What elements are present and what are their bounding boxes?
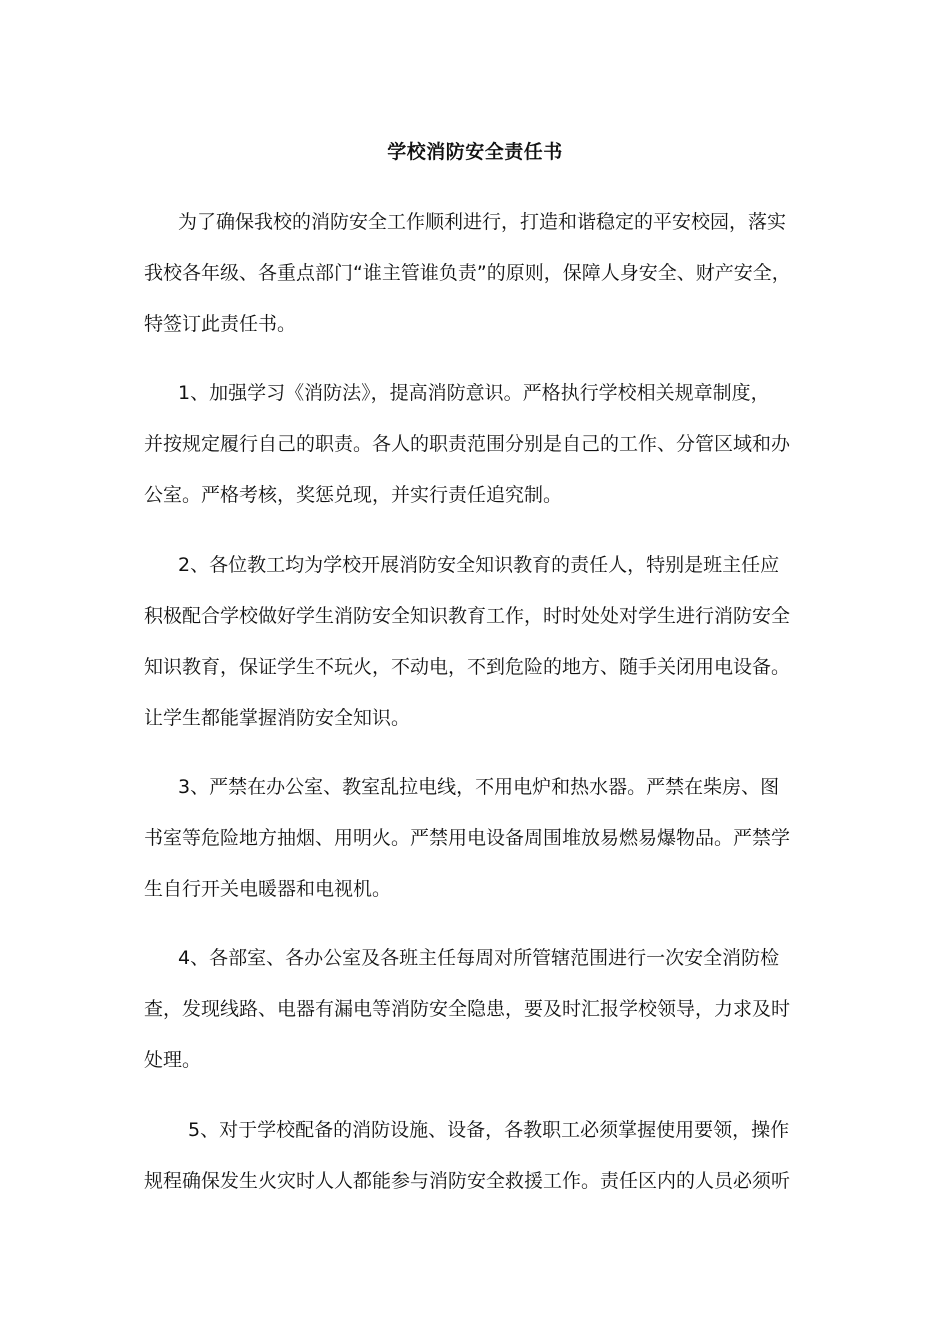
paragraph-line: 规程确保发生火灾时人人都能参与消防安全救援工作。责任区内的人员必须听: [144, 1170, 791, 1192]
paragraph-line: 2、各位教工均为学校开展消防安全知识教育的责任人，特别是班主任应: [178, 554, 780, 576]
paragraph-item-3: [144, 762, 824, 915]
paragraph-item-1: [144, 368, 824, 521]
paragraph-line: 1、加强学习《消防法》，提高消防意识。严格执行学校相关规章制度，: [178, 382, 770, 404]
document-title: 学校消防安全责任书: [387, 141, 563, 163]
paragraph-item-5: [144, 1105, 824, 1207]
paragraph-item-4: [144, 933, 824, 1086]
paragraph-intro: [144, 197, 824, 350]
paragraph-line: 5、对于学校配备的消防设施、设备，各教职工必须掌握使用要领，操作: [188, 1119, 790, 1141]
paragraph-line: 为了确保我校的消防安全工作顺利进行，打造和谐稳定的平安校园，落实: [178, 211, 787, 233]
paragraph-line: 我校各年级、各重点部门“谁主管谁负责”的原则，保障人身安全、财产安全，: [144, 262, 791, 284]
paragraph-line: 书室等危险地方抽烟、用明火。严禁用电设备周围堆放易燃易爆物品。严禁学: [144, 827, 791, 849]
paragraph-line: 积极配合学校做好学生消防安全知识教育工作，时时处处对学生进行消防安全: [144, 605, 791, 627]
paragraph-line: 处理。: [144, 1049, 202, 1071]
paragraph-item-2: [144, 540, 824, 744]
paragraph-line: 知识教育，保证学生不玩火，不动电，不到危险的地方、随手关闭用电设备。: [144, 656, 791, 678]
paragraph-line: 查，发现线路、电器有漏电等消防安全隐患，要及时汇报学校领导，力求及时: [144, 998, 791, 1020]
paragraph-line: 生自行开关电暖器和电视机。: [144, 878, 392, 900]
paragraph-line: 并按规定履行自己的职责。各人的职责范围分别是自己的工作、分管区域和办: [144, 433, 791, 455]
paragraph-line: 3、严禁在办公室、教室乱拉电线，不用电炉和热水器。严禁在柴房、图: [178, 776, 780, 798]
paragraph-line: 特签订此责任书。: [144, 313, 297, 335]
paragraph-line: 公室。严格考核，奖惩兑现，并实行责任追究制。: [144, 484, 563, 506]
paragraph-line: 4、各部室、各办公室及各班主任每周对所管辖范围进行一次安全消防检: [178, 947, 780, 969]
paragraph-line: 让学生都能掌握消防安全知识。: [144, 707, 411, 729]
